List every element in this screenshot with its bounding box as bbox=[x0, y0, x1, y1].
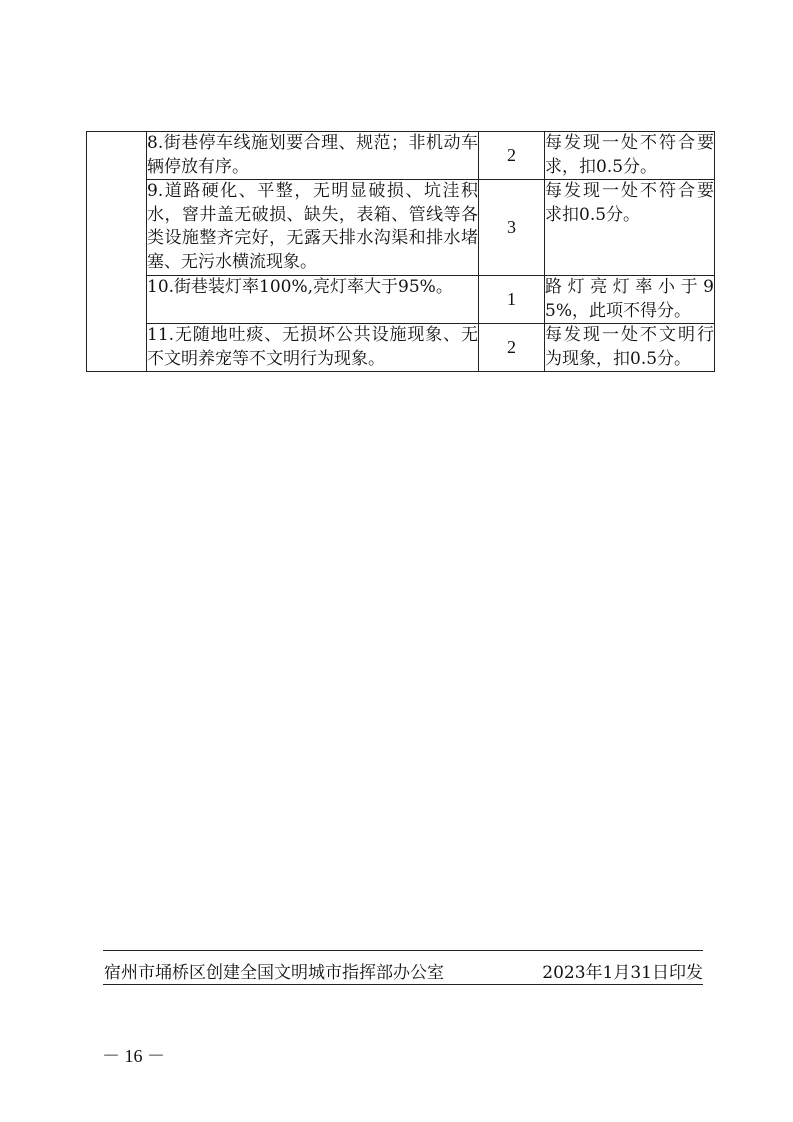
score-cell: 2 bbox=[479, 132, 545, 180]
requirement-cell: 10.街巷装灯率100%,亮灯率大于95%。 bbox=[147, 276, 479, 324]
score-cell: 3 bbox=[479, 180, 545, 276]
deduction-rule-cell: 每发现一处不符合要求，扣0.5分。 bbox=[545, 132, 715, 180]
footer-issuer: 宿州市埇桥区创建全国文明城市指挥部办公室 bbox=[104, 963, 444, 983]
deduction-rule-cell: 每发现一处不符合要求扣0.5分。 bbox=[545, 180, 715, 276]
score-cell: 1 bbox=[479, 276, 545, 324]
requirement-cell: 11.无随地吐痰、无损坏公共设施现象、无不文明养宠等不文明行为现象。 bbox=[147, 324, 479, 372]
table-row bbox=[87, 276, 715, 324]
assessment-table bbox=[86, 131, 715, 372]
footer-top-rule bbox=[103, 950, 703, 951]
table-row bbox=[87, 132, 715, 180]
page-number: － 16 － bbox=[102, 1046, 165, 1066]
footer-date: 2023年1月31日印发 bbox=[542, 963, 703, 983]
requirement-cell: 9.道路硬化、平整，无明显破损、坑洼积水，窨井盖无破损、缺失，表箱、管线等各类设施整齐完好，无露天排水沟渠和排水堵塞、无污水横流现象。 bbox=[147, 180, 479, 276]
score-cell: 2 bbox=[479, 324, 545, 372]
footer-bottom-rule bbox=[103, 984, 703, 985]
deduction-rule-cell: 每发现一处不文明行为现象，扣0.5分。 bbox=[545, 324, 715, 372]
deduction-rule-cell: 路灯亮灯率小于95%，此项不得分。 bbox=[545, 276, 715, 324]
requirement-cell: 8.街巷停车线施划要合理、规范；非机动车辆停放有序。 bbox=[147, 132, 479, 180]
category-cell bbox=[87, 132, 147, 372]
table-row bbox=[87, 180, 715, 276]
table-row bbox=[87, 324, 715, 372]
